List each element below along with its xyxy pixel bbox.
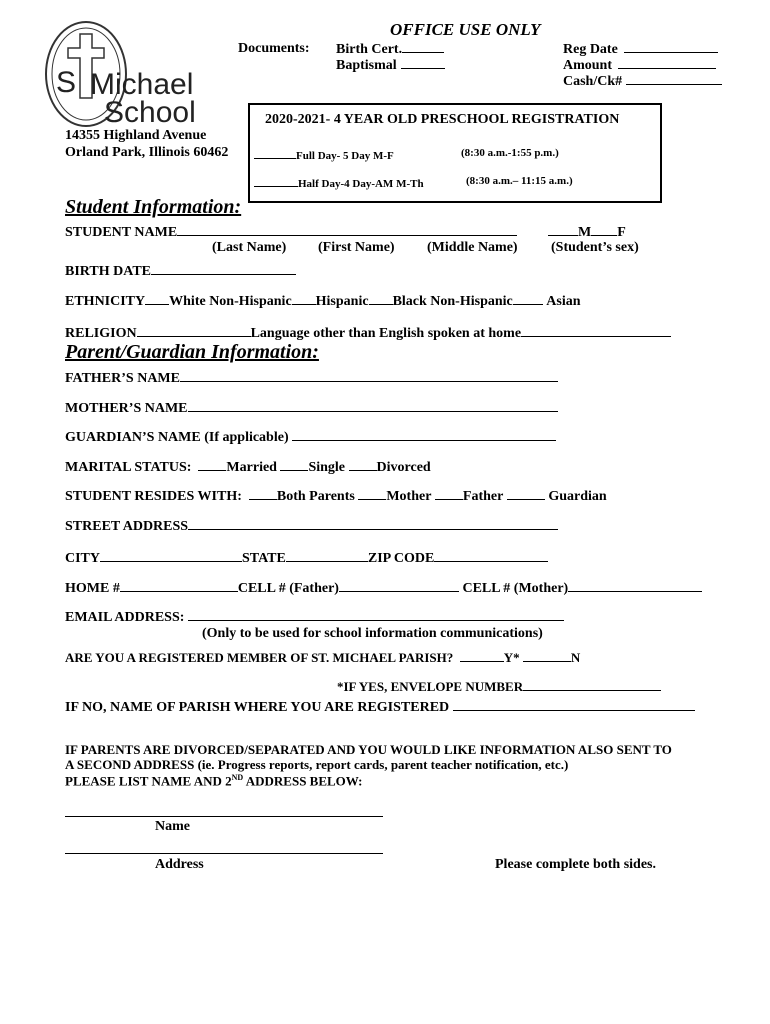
parent-info-heading: Parent/Guardian Information: (65, 341, 319, 363)
mother-name-field[interactable]: MOTHER’S NAME (65, 400, 558, 417)
baptismal-field[interactable]: Baptismal (336, 57, 445, 74)
reg-date-field[interactable]: Reg Date (563, 41, 718, 58)
school-address-2: Orland Park, Illinois 60462 (65, 145, 229, 160)
logo-school: School (104, 96, 196, 129)
school-address-1: 14355 Highland Avenue (65, 128, 207, 143)
half-day-option[interactable]: Half Day-4 Day-AM M-Th (254, 175, 424, 190)
phone-fields[interactable]: HOME # CELL # (Father) CELL # (Mother) (65, 580, 702, 597)
guardian-name-field[interactable]: GUARDIAN’S NAME (If applicable) (65, 429, 556, 446)
full-day-time: (8:30 a.m.-1:55 p.m.) (461, 147, 559, 159)
second-address-line3: PLEASE LIST NAME AND 2ND ADDRESS BELOW: (65, 773, 363, 789)
second-name-label: Name (155, 819, 190, 834)
office-use-title: OFFICE USE ONLY (390, 20, 541, 39)
email-note: (Only to be used for school information communications) (202, 626, 543, 641)
parish-name-field[interactable]: IF NO, NAME OF PARISH WHERE YOU ARE REGISTERED (65, 699, 695, 716)
half-day-time: (8:30 a.m.– 11:15 a.m.) (466, 175, 573, 187)
second-address-line2: A SECOND ADDRESS (ie. Progress reports, report cards, parent teacher notification, etc.) (65, 757, 569, 772)
second-address-input-line[interactable] (65, 853, 383, 854)
cash-ck-field[interactable]: Cash/Ck# (563, 73, 722, 90)
envelope-number-field[interactable]: *IF YES, ENVELOPE NUMBER (337, 679, 661, 695)
first-name-label: (First Name) (318, 240, 395, 255)
student-sex-field[interactable]: M F (548, 224, 626, 241)
marital-status-field[interactable]: MARITAL STATUS: Married Single Divorced (65, 460, 431, 475)
logo-michael: Michael (90, 68, 194, 101)
student-name-field[interactable]: STUDENT NAME (65, 224, 517, 241)
full-day-option[interactable]: Full Day- 5 Day M-F (254, 147, 394, 162)
street-address-field[interactable]: STREET ADDRESS (65, 518, 558, 535)
last-name-label: (Last Name) (212, 240, 287, 255)
ethnicity-field[interactable]: ETHNICITY White Non-Hispanic Hispanic Black Non-Hispanic Asian (65, 294, 581, 309)
second-address-label: Address (155, 857, 204, 872)
city-state-zip-field[interactable]: CITY STATE ZIP CODE (65, 550, 548, 567)
second-name-input-line[interactable] (65, 816, 383, 817)
sex-label: (Student’s sex) (551, 240, 639, 255)
email-field[interactable]: EMAIL ADDRESS: (65, 609, 564, 626)
middle-name-label: (Middle Name) (427, 240, 518, 255)
school-logo (40, 14, 200, 132)
second-address-line1: IF PARENTS ARE DIVORCED/SEPARATED AND YOU WOULD LIKE INFORMATION ALSO SENT TO (65, 742, 672, 757)
birth-date-field[interactable]: BIRTH DATE (65, 263, 296, 280)
registration-title: 2020-2021- 4 YEAR OLD PRESCHOOL REGISTRATION (265, 112, 620, 127)
complete-both-sides-note: Please complete both sides. (495, 857, 656, 872)
birth-cert-field[interactable]: Birth Cert. (336, 41, 444, 58)
documents-label: Documents: (238, 41, 310, 56)
father-name-field[interactable]: FATHER’S NAME (65, 370, 558, 387)
amount-field[interactable]: Amount (563, 57, 716, 74)
resides-with-field[interactable]: STUDENT RESIDES WITH: Both Parents Mother Father Guardian (65, 489, 607, 504)
student-info-heading: Student Information: (65, 196, 242, 218)
parish-member-field[interactable]: ARE YOU A REGISTERED MEMBER OF ST. MICHAEL PARISH? Y* N (65, 650, 581, 665)
logo-s: S (56, 66, 77, 99)
religion-language-field[interactable]: RELIGION Language other than English spoken at home (65, 325, 671, 342)
